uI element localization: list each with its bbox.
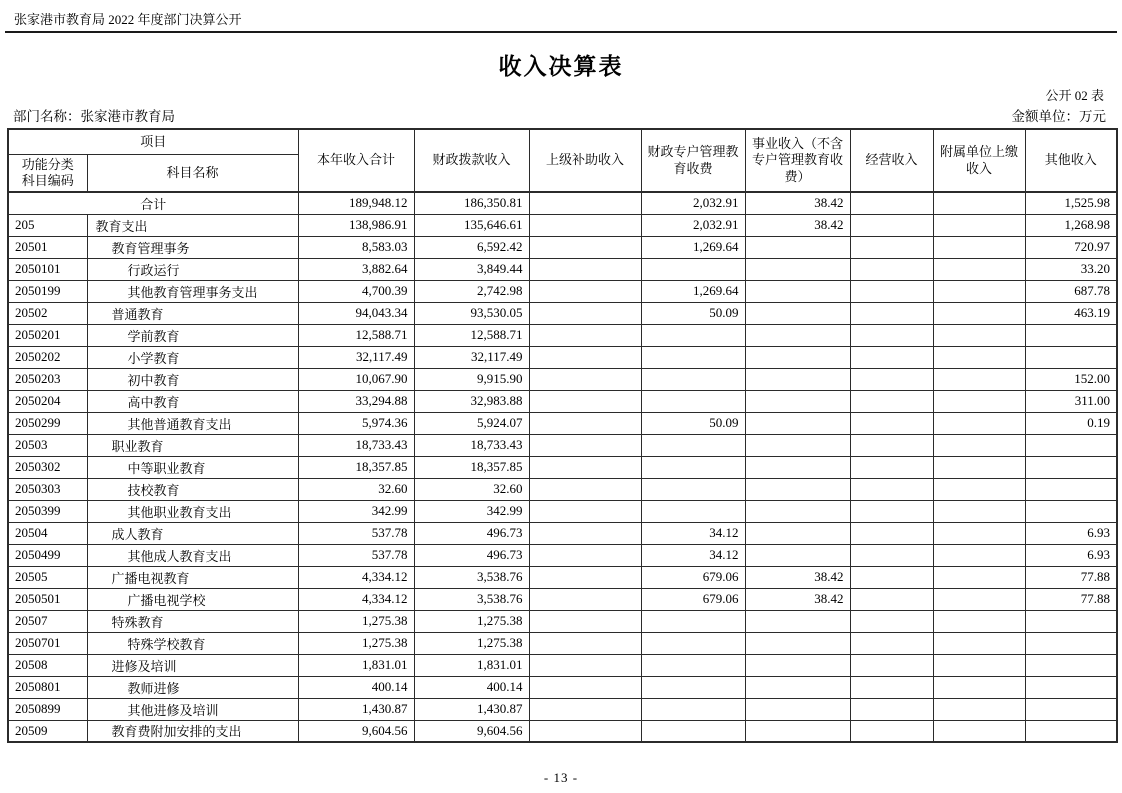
header-operating-revenue: 经营收入: [850, 129, 933, 192]
cell-amount: [745, 346, 850, 368]
table-row: [8, 500, 1117, 522]
cell-subject-name: 普通教育: [87, 302, 298, 324]
cell-function-code: 20502: [8, 302, 87, 324]
cell-amount: 400.14: [414, 676, 529, 698]
header-affiliated-unit-revenue: 附属单位上缴收入: [933, 129, 1025, 192]
cell-amount: [933, 412, 1025, 434]
cell-amount: 18,357.85: [298, 456, 414, 478]
cell-amount: 9,915.90: [414, 368, 529, 390]
cell-amount: [745, 522, 850, 544]
cell-function-code: 2050303: [8, 478, 87, 500]
cell-amount: 342.99: [298, 500, 414, 522]
cell-amount: 679.06: [641, 588, 745, 610]
cell-amount: 687.78: [1025, 280, 1117, 302]
cell-amount: [850, 522, 933, 544]
table-meta-row: [0, 104, 1122, 128]
cell-amount: [745, 610, 850, 632]
cell-amount: [850, 302, 933, 324]
cell-amount: 12,588.71: [414, 324, 529, 346]
cell-subject-name: 其他进修及培训: [87, 698, 298, 720]
cell-amount: [850, 214, 933, 236]
breadcrumb: 张家港市教育局 2022 年度部门决算公开: [14, 12, 242, 27]
cell-amount: 152.00: [1025, 368, 1117, 390]
cell-amount: [529, 368, 641, 390]
cell-amount: 50.09: [641, 302, 745, 324]
cell-amount: [745, 324, 850, 346]
cell-amount: [1025, 346, 1117, 368]
cell-function-code: 2050899: [8, 698, 87, 720]
header-fiscal-appropriation: 财政拨款收入: [414, 129, 529, 192]
table-row: [8, 698, 1117, 720]
cell-subject-name: 教师进修: [87, 676, 298, 698]
cell-amount: [641, 456, 745, 478]
table-row: [8, 390, 1117, 412]
cell-amount: [850, 478, 933, 500]
cell-amount: [933, 566, 1025, 588]
header-special-account-fees: 财政专户管理教育收费: [641, 129, 745, 192]
cell-amount: 32.60: [298, 478, 414, 500]
cell-amount: [529, 456, 641, 478]
table-row: [8, 192, 1117, 214]
cell-amount: 18,733.43: [298, 434, 414, 456]
cell-amount: [529, 214, 641, 236]
header-superior-subsidy: 上级补助收入: [529, 129, 641, 192]
cell-amount: 12,588.71: [298, 324, 414, 346]
cell-amount: [745, 390, 850, 412]
cell-function-code: 2050203: [8, 368, 87, 390]
cell-amount: [529, 632, 641, 654]
cell-amount: [1025, 324, 1117, 346]
cell-function-code: 2050499: [8, 544, 87, 566]
cell-amount: 33,294.88: [298, 390, 414, 412]
cell-amount: [529, 390, 641, 412]
cell-amount: 5,974.36: [298, 412, 414, 434]
page-number: - 13 -: [543, 770, 579, 785]
cell-amount: 537.78: [298, 544, 414, 566]
cell-function-code: 2050202: [8, 346, 87, 368]
cell-amount: [529, 588, 641, 610]
cell-function-code: 2050701: [8, 632, 87, 654]
cell-amount: [933, 478, 1025, 500]
cell-amount: [933, 522, 1025, 544]
cell-amount: [933, 632, 1025, 654]
cell-amount: [1025, 610, 1117, 632]
cell-function-code: 205: [8, 214, 87, 236]
cell-amount: 33.20: [1025, 258, 1117, 280]
cell-amount: 77.88: [1025, 566, 1117, 588]
cell-amount: 5,924.07: [414, 412, 529, 434]
cell-amount: [933, 456, 1025, 478]
cell-amount: 6.93: [1025, 522, 1117, 544]
table-row: [8, 346, 1117, 368]
cell-amount: [1025, 456, 1117, 478]
cell-subject-name: 中等职业教育: [87, 456, 298, 478]
cell-function-code: 20508: [8, 654, 87, 676]
cell-function-code: 2050302: [8, 456, 87, 478]
cell-amount: 1,275.38: [414, 610, 529, 632]
cell-subject-name: 进修及培训: [87, 654, 298, 676]
cell-amount: [745, 302, 850, 324]
cell-amount: [745, 632, 850, 654]
cell-function-code: 20507: [8, 610, 87, 632]
cell-amount: [850, 236, 933, 258]
cell-amount: 1,275.38: [414, 632, 529, 654]
table-row: [8, 566, 1117, 588]
cell-amount: [529, 412, 641, 434]
table-row: [8, 412, 1117, 434]
cell-function-code: 2050801: [8, 676, 87, 698]
cell-subject-name: 其他成人教育支出: [87, 544, 298, 566]
cell-amount: [850, 654, 933, 676]
cell-amount: 4,334.12: [298, 588, 414, 610]
cell-subject-name: 教育费附加安排的支出: [87, 720, 298, 742]
header-item-group: 项目: [8, 129, 298, 155]
cell-amount: [641, 610, 745, 632]
cell-amount: [529, 676, 641, 698]
cell-amount: 2,032.91: [641, 192, 745, 214]
cell-amount: [933, 698, 1025, 720]
cell-amount: [1025, 500, 1117, 522]
table-row: [8, 632, 1117, 654]
cell-amount: [745, 478, 850, 500]
cell-amount: [850, 456, 933, 478]
cell-amount: [850, 500, 933, 522]
cell-amount: 77.88: [1025, 588, 1117, 610]
cell-subject-name: 教育支出: [87, 214, 298, 236]
table-row: [8, 214, 1117, 236]
header-other-revenue: 其他收入: [1025, 129, 1117, 192]
cell-subject-name: 广播电视学校: [87, 588, 298, 610]
cell-amount: [933, 544, 1025, 566]
cell-amount: [933, 500, 1025, 522]
cell-amount: 34.12: [641, 522, 745, 544]
cell-amount: [745, 412, 850, 434]
cell-amount: 3,538.76: [414, 588, 529, 610]
cell-subject-name: 其他教育管理事务支出: [87, 280, 298, 302]
cell-amount: [850, 698, 933, 720]
cell-amount: [641, 478, 745, 500]
cell-amount: 93,530.05: [414, 302, 529, 324]
cell-amount: [850, 676, 933, 698]
cell-amount: [745, 544, 850, 566]
cell-function-code: 20509: [8, 720, 87, 742]
cell-subject-name: 学前教育: [87, 324, 298, 346]
cell-amount: [850, 632, 933, 654]
table-row: [8, 368, 1117, 390]
cell-function-code: 2050204: [8, 390, 87, 412]
page-title: 收入决算表: [498, 54, 624, 79]
table-row: [8, 302, 1117, 324]
cell-amount: [850, 192, 933, 214]
cell-amount: [745, 456, 850, 478]
cell-amount: 1,275.38: [298, 610, 414, 632]
cell-amount: 38.42: [745, 214, 850, 236]
cell-amount: [745, 654, 850, 676]
cell-amount: [641, 390, 745, 412]
cell-amount: [850, 720, 933, 742]
header-business-revenue: 事业收入（不含专户管理教育收费）: [745, 129, 850, 192]
cell-amount: [933, 368, 1025, 390]
cell-amount: 38.42: [745, 566, 850, 588]
cell-amount: 496.73: [414, 522, 529, 544]
cell-amount: [529, 500, 641, 522]
cell-amount: [529, 280, 641, 302]
cell-function-code: 2050201: [8, 324, 87, 346]
cell-amount: [529, 544, 641, 566]
cell-amount: 138,986.91: [298, 214, 414, 236]
table-body: [8, 192, 1117, 742]
cell-amount: [1025, 654, 1117, 676]
table-row: [8, 324, 1117, 346]
amount-unit-label: 金额单位：万元: [1011, 109, 1106, 124]
cell-amount: [933, 720, 1025, 742]
cell-amount: 135,646.61: [414, 214, 529, 236]
cell-amount: [850, 610, 933, 632]
cell-function-code: 2050199: [8, 280, 87, 302]
cell-amount: 1,275.38: [298, 632, 414, 654]
cell-function-code: 2050399: [8, 500, 87, 522]
cell-amount: [745, 676, 850, 698]
cell-amount: 1,831.01: [414, 654, 529, 676]
table-row: [8, 676, 1117, 698]
cell-amount: 720.97: [1025, 236, 1117, 258]
header-subject-name: 科目名称: [87, 155, 298, 193]
cell-amount: [933, 654, 1025, 676]
cell-amount: 679.06: [641, 566, 745, 588]
cell-amount: 463.19: [1025, 302, 1117, 324]
cell-amount: [850, 412, 933, 434]
cell-amount: 3,538.76: [414, 566, 529, 588]
cell-subject-name: 技校教育: [87, 478, 298, 500]
revenue-final-accounts-table: [7, 128, 1118, 743]
document-header: [5, 0, 1117, 33]
cell-amount: 189,948.12: [298, 192, 414, 214]
cell-amount: 34.12: [641, 544, 745, 566]
cell-function-code: 2050101: [8, 258, 87, 280]
cell-amount: 1,430.87: [414, 698, 529, 720]
header-total-revenue: 本年收入合计: [298, 129, 414, 192]
cell-amount: [745, 720, 850, 742]
cell-amount: [933, 588, 1025, 610]
cell-amount: [641, 500, 745, 522]
cell-amount: 2,742.98: [414, 280, 529, 302]
table-row: [8, 720, 1117, 742]
table-row: [8, 654, 1117, 676]
cell-amount: 496.73: [414, 544, 529, 566]
cell-amount: [529, 698, 641, 720]
cell-amount: 50.09: [641, 412, 745, 434]
cell-amount: 6.93: [1025, 544, 1117, 566]
cell-function-code: 2050299: [8, 412, 87, 434]
cell-function-code: 2050501: [8, 588, 87, 610]
cell-amount: 311.00: [1025, 390, 1117, 412]
cell-amount: [850, 544, 933, 566]
cell-amount: 38.42: [745, 588, 850, 610]
cell-function-code: 20501: [8, 236, 87, 258]
cell-function-code: 20504: [8, 522, 87, 544]
cell-amount: [850, 390, 933, 412]
cell-amount: [529, 566, 641, 588]
cell-amount: 18,357.85: [414, 456, 529, 478]
cell-amount: [933, 280, 1025, 302]
cell-amount: [529, 478, 641, 500]
cell-function-code: 20505: [8, 566, 87, 588]
cell-subject-name: 特殊学校教育: [87, 632, 298, 654]
cell-amount: 1,430.87: [298, 698, 414, 720]
cell-amount: [529, 258, 641, 280]
table-row: [8, 236, 1117, 258]
cell-subject-name: 教育管理事务: [87, 236, 298, 258]
cell-amount: 4,334.12: [298, 566, 414, 588]
cell-amount: [641, 632, 745, 654]
cell-amount: [1025, 434, 1117, 456]
cell-amount: 32,983.88: [414, 390, 529, 412]
cell-amount: 1,269.64: [641, 236, 745, 258]
cell-amount: [529, 236, 641, 258]
cell-amount: 1,268.98: [1025, 214, 1117, 236]
cell-amount: [745, 236, 850, 258]
table-row: [8, 522, 1117, 544]
cell-amount: [933, 610, 1025, 632]
cell-amount: 32,117.49: [298, 346, 414, 368]
cell-subject-name: 职业教育: [87, 434, 298, 456]
cell-amount: [850, 434, 933, 456]
cell-amount: 400.14: [298, 676, 414, 698]
cell-amount: 18,733.43: [414, 434, 529, 456]
cell-amount: 6,592.42: [414, 236, 529, 258]
table-row: [8, 478, 1117, 500]
cell-amount: 3,882.64: [298, 258, 414, 280]
cell-amount: [933, 390, 1025, 412]
cell-amount: 1,269.64: [641, 280, 745, 302]
cell-subject-name: 特殊教育: [87, 610, 298, 632]
table-row: [8, 610, 1117, 632]
table-row: [8, 280, 1117, 302]
cell-amount: [641, 698, 745, 720]
cell-subject-name: 成人教育: [87, 522, 298, 544]
cell-amount: 94,043.34: [298, 302, 414, 324]
cell-amount: [1025, 478, 1117, 500]
cell-amount: [745, 280, 850, 302]
cell-amount: 9,604.56: [298, 720, 414, 742]
cell-subject-name: 广播电视教育: [87, 566, 298, 588]
cell-amount: [641, 434, 745, 456]
cell-amount: [529, 522, 641, 544]
cell-amount: [850, 280, 933, 302]
table-row: [8, 588, 1117, 610]
table-row: [8, 544, 1117, 566]
cell-amount: 32.60: [414, 478, 529, 500]
cell-subject-name: 行政运行: [87, 258, 298, 280]
cell-amount: 3,849.44: [414, 258, 529, 280]
cell-amount: 32,117.49: [414, 346, 529, 368]
cell-amount: 8,583.03: [298, 236, 414, 258]
cell-amount: [933, 302, 1025, 324]
cell-amount: 38.42: [745, 192, 850, 214]
cell-amount: [933, 192, 1025, 214]
cell-amount: [850, 258, 933, 280]
cell-subject-name: 初中教育: [87, 368, 298, 390]
cell-amount: [745, 258, 850, 280]
cell-amount: 0.19: [1025, 412, 1117, 434]
cell-amount: [1025, 676, 1117, 698]
cell-amount: 2,032.91: [641, 214, 745, 236]
cell-amount: [745, 698, 850, 720]
cell-amount: 10,067.90: [298, 368, 414, 390]
cell-amount: [850, 368, 933, 390]
cell-subject-name-total: 合计: [8, 192, 298, 214]
cell-amount: [1025, 632, 1117, 654]
cell-amount: [529, 324, 641, 346]
cell-amount: [850, 324, 933, 346]
cell-amount: [850, 346, 933, 368]
cell-amount: [641, 654, 745, 676]
cell-amount: 342.99: [414, 500, 529, 522]
cell-amount: [933, 236, 1025, 258]
cell-amount: 4,700.39: [298, 280, 414, 302]
cell-amount: [1025, 720, 1117, 742]
cell-amount: [529, 434, 641, 456]
cell-amount: [641, 676, 745, 698]
cell-amount: [745, 500, 850, 522]
cell-function-code: 20503: [8, 434, 87, 456]
cell-subject-name: 小学教育: [87, 346, 298, 368]
cell-amount: [641, 346, 745, 368]
cell-amount: [850, 566, 933, 588]
cell-amount: [933, 676, 1025, 698]
cell-amount: 1,525.98: [1025, 192, 1117, 214]
cell-subject-name: 其他普通教育支出: [87, 412, 298, 434]
cell-amount: [933, 434, 1025, 456]
table-row: [8, 258, 1117, 280]
cell-amount: [529, 302, 641, 324]
cell-amount: 9,604.56: [414, 720, 529, 742]
cell-amount: [641, 368, 745, 390]
cell-amount: [641, 258, 745, 280]
cell-amount: [529, 610, 641, 632]
cell-amount: [529, 346, 641, 368]
cell-amount: [933, 214, 1025, 236]
cell-amount: [1025, 698, 1117, 720]
cell-amount: [933, 324, 1025, 346]
cell-amount: [850, 588, 933, 610]
cell-amount: [641, 720, 745, 742]
cell-amount: 186,350.81: [414, 192, 529, 214]
table-row: [8, 434, 1117, 456]
cell-amount: [529, 192, 641, 214]
cell-amount: [529, 720, 641, 742]
cell-amount: [745, 434, 850, 456]
department-name-label: 部门名称：张家港市教育局: [13, 109, 175, 124]
cell-amount: 537.78: [298, 522, 414, 544]
header-function-code: 功能分类 科目编码: [8, 155, 87, 193]
cell-amount: [529, 654, 641, 676]
table-number: 公开 02 表: [1045, 88, 1104, 103]
table-row: [8, 456, 1117, 478]
cell-amount: [933, 346, 1025, 368]
cell-subject-name: 其他职业教育支出: [87, 500, 298, 522]
table-header: [8, 129, 1117, 192]
cell-amount: 1,831.01: [298, 654, 414, 676]
cell-amount: [933, 258, 1025, 280]
cell-amount: [641, 324, 745, 346]
cell-subject-name: 高中教育: [87, 390, 298, 412]
cell-amount: [745, 368, 850, 390]
